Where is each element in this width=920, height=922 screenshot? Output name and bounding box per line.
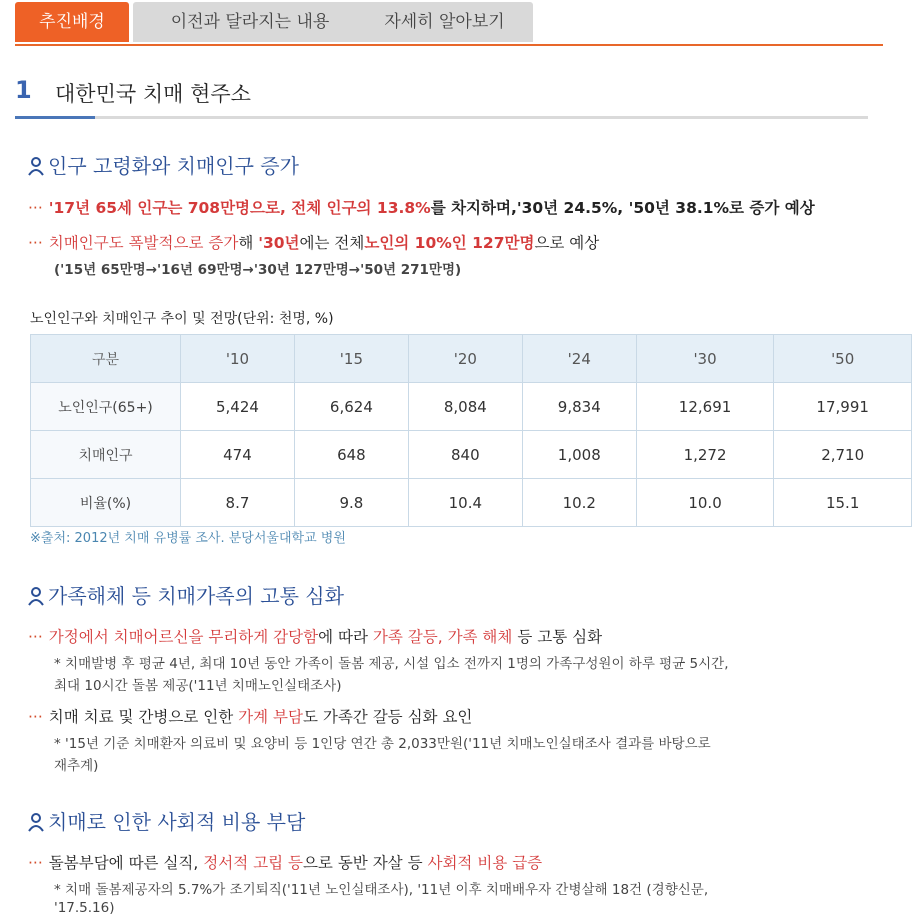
table-row-header: 비율(%) [31, 479, 181, 527]
bullet-dots: ··· [28, 199, 43, 217]
table-header-cell: '30 [636, 335, 774, 383]
family-note-1a: * 치매발병 후 평균 4년, 최대 10년 동안 가족이 돌봄 제공, 시설 입소 전까지 1명의 가족구성원이 하루 평균 5시간, [54, 656, 729, 672]
table-caption: 노인인구와 치매인구 추이 및 전망(단위: 천명, %) [30, 311, 334, 327]
table-cell: 8,084 [408, 383, 522, 431]
aging-line-1 [28, 196, 815, 218]
section-header [15, 70, 868, 119]
text-part: 에는 전체 [299, 234, 365, 252]
table-header-cell: '50 [774, 335, 912, 383]
subtitle-social-cost [28, 806, 305, 835]
table-header-cell: 구분 [31, 335, 181, 383]
text-part: 를 차지하며,'30년 24.5%, '50년 38.1%로 증가 예상 [430, 199, 815, 217]
bullet-dots: ··· [28, 234, 43, 252]
subtitle-text: 가족해체 등 치매가족의 고통 심화 [48, 584, 344, 608]
person-outline-icon [28, 156, 44, 176]
section-number: 1 [15, 76, 32, 104]
aging-note: ('15년 65만명→'16년 69만명→'30년 127만명→'50년 271만명) [54, 262, 462, 278]
table-row [31, 431, 912, 479]
text-part: 도 가족간 갈등 심화 요인 [302, 708, 473, 726]
table-cell: 15.1 [774, 479, 912, 527]
table-cell: 10.4 [408, 479, 522, 527]
table-cell: 9,834 [522, 383, 636, 431]
text-part: 등 고통 심화 [512, 628, 603, 646]
text-part: 가정에서 치매어르신을 무리하게 감당함 [48, 628, 319, 646]
text-part: 으로 예상 [534, 234, 600, 252]
text-part: 가족 갈등, 가족 해체 [372, 628, 513, 646]
table-cell: 10.0 [636, 479, 774, 527]
family-line-2 [28, 705, 472, 727]
table-header-cell: '15 [294, 335, 408, 383]
subtitle-text: 인구 고령화와 치매인구 증가 [48, 154, 299, 178]
subtitle-aging [28, 150, 299, 179]
social-line-1 [28, 851, 542, 873]
text-part: 정서적 고립 등 [203, 854, 303, 872]
social-note-1b: '17.5.16) [54, 900, 115, 916]
family-note-2b: 재추계) [54, 758, 99, 774]
table-header-row [31, 335, 912, 383]
person-outline-icon [28, 812, 44, 832]
table-cell: 10.2 [522, 479, 636, 527]
text-part: 으로 동반 자살 등 [302, 854, 428, 872]
table-cell: 8.7 [181, 479, 295, 527]
text-part: 치매 치료 및 간병으로 인한 [48, 708, 239, 726]
tab-background[interactable]: 추진배경 [15, 2, 129, 42]
section-title: 대한민국 치매 현주소 [55, 82, 251, 106]
table-cell: 9.8 [294, 479, 408, 527]
table-cell: 1,008 [522, 431, 636, 479]
tab-details[interactable]: 자세히 알아보기 [356, 2, 533, 42]
bullet-dots: ··· [28, 854, 43, 872]
text-part: 에 따라 [318, 628, 373, 646]
bullet-dots: ··· [28, 628, 43, 646]
table-cell: 648 [294, 431, 408, 479]
family-note-1b: 최대 10시간 돌봄 제공('11년 치매노인실태조사) [54, 678, 342, 694]
table-cell: 1,272 [636, 431, 774, 479]
table-row [31, 479, 912, 527]
table-cell: 2,710 [774, 431, 912, 479]
table-header-cell: '20 [408, 335, 522, 383]
person-outline-icon [28, 586, 44, 606]
text-part: 해 [238, 234, 259, 252]
family-note-2a: * '15년 기준 치매환자 의료비 및 요양비 등 1인당 연간 총 2,033만원('11년 치매노인실태조사 결과를 바탕으로 [54, 736, 711, 752]
subtitle-family [28, 580, 344, 609]
text-part: '17년 65세 인구는 [48, 199, 188, 217]
text-part: 708만명으로, 전체 인구의 13.8% [187, 199, 431, 217]
table-row-header: 노인인구(65+) [31, 383, 181, 431]
tab-changes[interactable]: 이전과 달라지는 내용 [133, 2, 367, 42]
text-part: 가계 부담 [238, 708, 303, 726]
text-part: 돌봄부담에 따른 실직, [48, 854, 204, 872]
table-row [31, 383, 912, 431]
table-header-cell: '10 [181, 335, 295, 383]
text-part: 사회적 비용 급증 [427, 854, 543, 872]
table-row-header: 치매인구 [31, 431, 181, 479]
table-source: ※출처: 2012년 치매 유병률 조사. 분당서울대학교 병원 [30, 531, 346, 546]
text-part: 노인의 10%인 127만명 [364, 234, 535, 252]
subtitle-text: 치매로 인한 사회적 비용 부담 [48, 810, 306, 834]
table-cell: 840 [408, 431, 522, 479]
table-cell: 5,424 [181, 383, 295, 431]
table-header-cell: '24 [522, 335, 636, 383]
tab-bar [15, 2, 883, 46]
table-cell: 17,991 [774, 383, 912, 431]
data-table [30, 334, 912, 527]
text-part: 치매인구도 폭발적으로 증가 [48, 234, 239, 252]
family-line-1 [28, 625, 602, 647]
bullet-dots: ··· [28, 708, 43, 726]
table-cell: 6,624 [294, 383, 408, 431]
table-cell: 12,691 [636, 383, 774, 431]
text-part: '30년 [258, 234, 300, 252]
section-accent-bar [15, 116, 95, 119]
table-cell: 474 [181, 431, 295, 479]
social-note-1a: * 치매 돌봄제공자의 5.7%가 조기퇴직('11년 노인실태조사), '11년 이후 치매배우자 간병살해 18건 (경향신문, [54, 882, 709, 898]
aging-line-2 [28, 231, 599, 253]
